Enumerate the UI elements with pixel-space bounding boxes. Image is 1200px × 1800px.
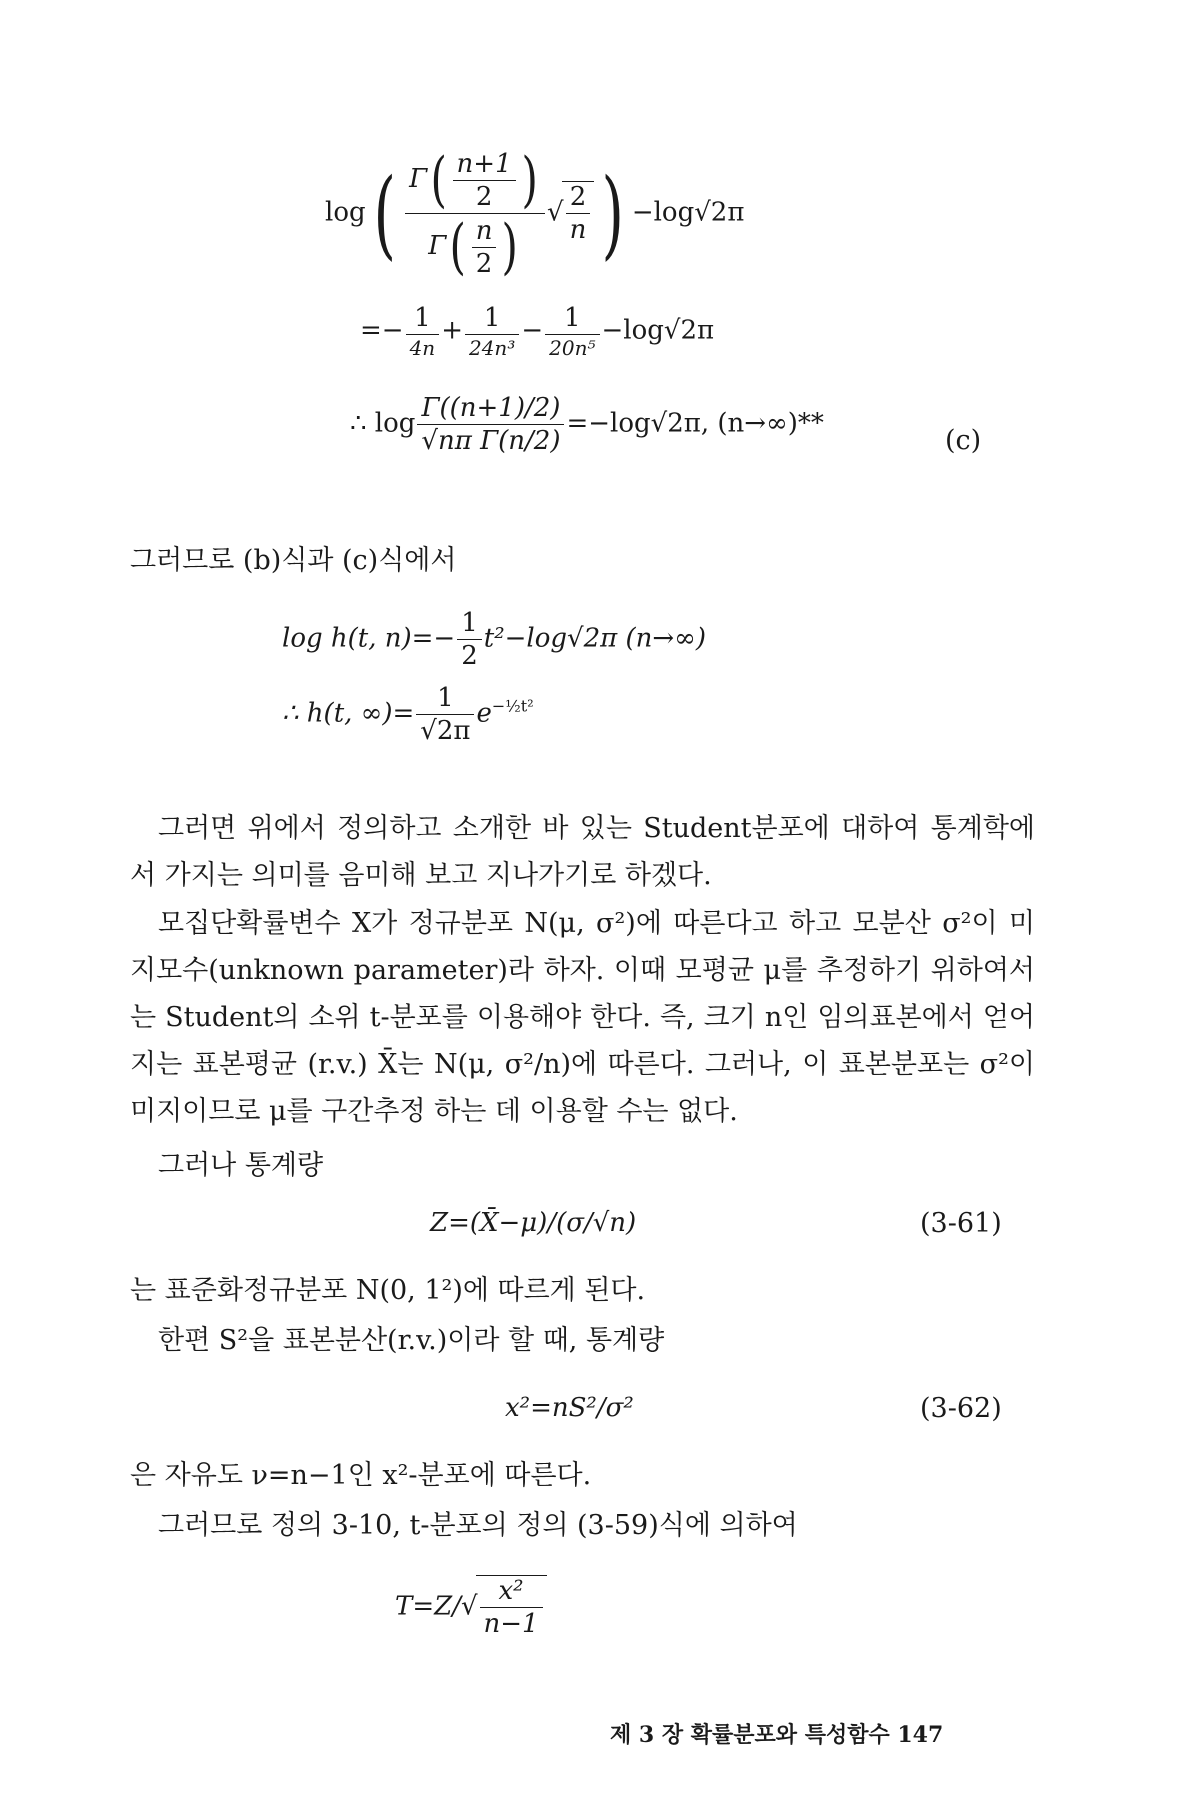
fraction-1 [406,305,440,358]
equation-log-gamma-ratio: log( Γ( $\frac{n+1}{2}$ ) Γ( $\frac{n}{2}$ ) √ $\frac{2}{n}$ ) −log√2π [325,145,745,282]
sqrt-denominator: n [569,215,587,245]
arg-denominator: 2 [475,248,493,279]
paragraph-statistic: 그러나 통계량 [158,1150,324,1181]
equation-lhs: T=Z/ [395,1591,461,1622]
equation-label-3-61: (3-61) [920,1208,1002,1239]
paragraph-sample-variance: 한편 S²을 표본분산(r.v.)이라 할 때, 통계량 [158,1325,665,1356]
fraction-3 [545,305,599,358]
equation-3-62: x²=nS²/σ² [505,1393,634,1423]
paragraph-chi-square: 은 자유도 ν=n−1인 x²-분포에 따른다. [130,1460,592,1491]
arg-denominator: 2 [475,181,493,212]
plus-sign: + [441,315,463,346]
numerator: 1 [457,610,482,640]
sqrt-radicand [476,1575,547,1637]
left-paren: ( [373,157,396,270]
equals-minus: =− [360,315,404,346]
equation-rest: t²−log√2π (n→∞) [483,623,706,654]
numerator: 1 [416,685,474,715]
fraction-2 [465,305,519,358]
numerator: 1 [545,305,599,335]
equation-tail: −log√2π [601,315,715,346]
gamma-symbol: Γ [409,164,428,194]
equation-log-h [282,610,706,669]
arg-fraction [472,215,497,279]
gamma-numerator [405,145,545,215]
equation-3-61: Z=(X̄−μ)/(σ/√n) [430,1208,637,1238]
paren: ) [521,145,538,215]
log-label: log [325,197,366,228]
paragraph-estimation: 모집단확률변수 X가 정규분포 N(μ, σ²)에 따른다고 하고 모분산 σ²이 미지모수(unknown parameter)라 하자. 이때 모평균 μ를 추정하기 위하여서는 Student의 소위 t-분포를 이용해야 한다. 즉, 크기 n인 임의표본에서 얻어지는 표본평균 (r.v.) X̄는 N(μ, σ²/n)에 따른다. 그러나, 이 표본분포는 σ²이 미지이므로 μ를 구간추정 하는 데 이용할 수는 없다. [130,908,1035,1127]
equation-rhs: =−log√2π, (n→∞)** [566,408,824,439]
normal-fraction [416,685,474,744]
sqrt-radicand [562,181,595,243]
numerator: x² [480,1578,543,1608]
denominator: 4n [409,336,436,360]
denominator: √nπ Γ(n/2) [421,426,561,456]
therefore-log: ∴ log [350,408,416,439]
gamma-denominator [405,212,545,282]
paragraph-definition: 그러므로 정의 3-10, t-분포의 정의 (3-59)식에 의하여 [158,1510,798,1541]
exp-base: e [476,698,492,729]
gamma-fraction [405,145,545,282]
paragraph-student-meaning: 그러면 위에서 정의하고 소개한 바 있는 Student분포에 대하여 통계학에서 가지는 의미를 음미해 보고 지나가기로 하겠다. [130,813,1035,891]
equation-lhs: ∴ h(t, ∞)= [282,698,415,729]
equation-c [350,395,824,454]
sqrt-fraction [566,184,591,243]
denominator: √2π [420,716,471,746]
paragraph-standard-normal: 는 표준화정규분포 N(0, 1²)에 따르게 된다. [130,1275,646,1306]
half-fraction [457,610,482,669]
arg-numerator: n+1 [453,151,516,181]
equation-tail: −log√2π [631,197,745,228]
arg-fraction [453,148,516,212]
equation-label-3-62: (3-62) [920,1393,1002,1424]
equation-label-c: (c) [945,425,982,456]
paren: ( [430,145,448,215]
numerator: Γ((n+1)/2) [417,395,564,425]
page-footer: 제 3 장 확률분포와 특성함수 147 [610,1722,944,1748]
main-fraction [417,395,564,454]
numerator: 1 [406,305,440,335]
paragraph-therefore: 그러므로 (b)식과 (c)식에서 [130,545,457,576]
equation-t-statistic: T=Z/√ $\frac{\text{x²}}{n-1}$ [395,1575,547,1637]
equation-series-expansion [360,305,714,358]
gamma-symbol: Γ [428,231,447,261]
numerator: 1 [465,305,519,335]
denominator: 20n⁵ [549,336,596,360]
equation-h-infinity [282,685,534,744]
right-paren: ) [601,157,625,270]
paren: ( [449,212,467,282]
paren: ) [501,212,519,282]
arg-numerator: n [472,218,497,248]
denominator: 24n³ [468,336,516,360]
denominator: n−1 [483,1609,539,1639]
exp-superscript: −½t² [491,696,534,716]
denominator: 2 [461,641,478,671]
sqrt-numerator: 2 [566,184,591,214]
chi-fraction [480,1578,543,1637]
equation-lhs: log h(t, n)=− [282,623,456,654]
minus-sign: − [521,315,544,346]
